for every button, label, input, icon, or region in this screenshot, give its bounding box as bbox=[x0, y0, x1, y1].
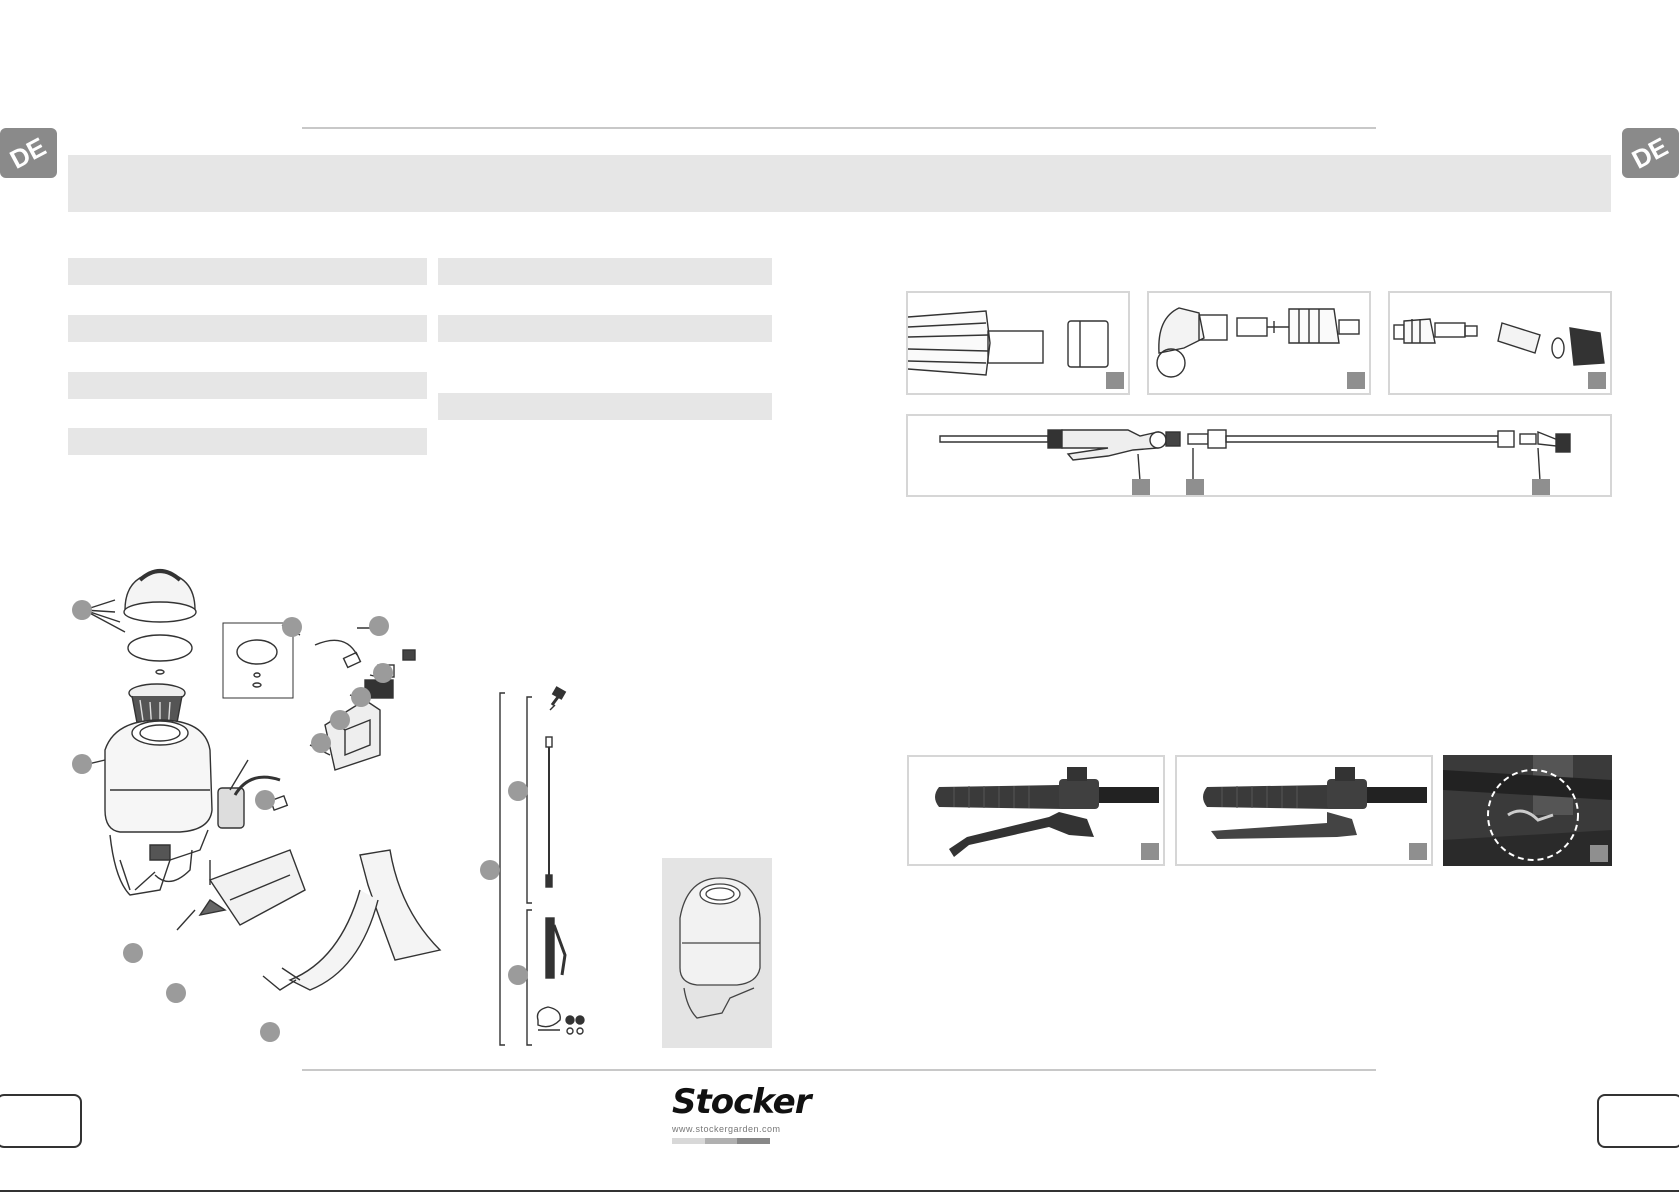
bracket-icon bbox=[200, 850, 305, 925]
section-bar-2 bbox=[68, 315, 427, 342]
overview-marker-2 bbox=[1186, 479, 1204, 496]
step-marker-2 bbox=[1347, 372, 1365, 389]
brand-color-strip bbox=[672, 1138, 770, 1144]
handle-photo-2 bbox=[1175, 755, 1433, 866]
top-rule bbox=[302, 127, 1376, 129]
bottom-rule bbox=[302, 1069, 1376, 1071]
tank-inset-panel bbox=[662, 858, 772, 1048]
language-tab-right[interactable] bbox=[1622, 128, 1679, 178]
section-bar-5 bbox=[438, 258, 772, 285]
page-number-box-left bbox=[0, 1094, 82, 1148]
handle-marker-3 bbox=[1590, 845, 1608, 862]
section-bar-6 bbox=[438, 315, 772, 342]
section-bar-7 bbox=[438, 393, 772, 420]
page-number-box-right bbox=[1597, 1094, 1679, 1148]
step-marker-1 bbox=[1106, 372, 1124, 389]
footer-brand bbox=[672, 1082, 811, 1144]
overview-marker-1 bbox=[1132, 479, 1150, 496]
strap-icon bbox=[282, 850, 440, 990]
step-image-2 bbox=[1147, 291, 1371, 395]
handle-photo-3 bbox=[1443, 755, 1612, 866]
section-bar-4 bbox=[68, 428, 427, 455]
step-marker-3 bbox=[1588, 372, 1606, 389]
handle-marker-1 bbox=[1141, 843, 1159, 860]
section-bar-3 bbox=[68, 372, 427, 399]
language-tab-left-label: DE bbox=[5, 130, 52, 175]
tank-icon bbox=[662, 858, 772, 1048]
tank-icon bbox=[105, 720, 212, 895]
step-image-1 bbox=[906, 291, 1130, 395]
lance-assembly-diagram bbox=[480, 685, 600, 1050]
handle-photo-1 bbox=[907, 755, 1165, 866]
seal-ring-icon bbox=[128, 635, 192, 661]
pump-icon bbox=[218, 777, 287, 828]
section-bar-1 bbox=[68, 258, 427, 285]
lance-overview-image bbox=[906, 414, 1612, 497]
cap-icon bbox=[124, 571, 196, 622]
step-image-3 bbox=[1388, 291, 1612, 395]
lance-icon bbox=[546, 687, 565, 978]
handle-marker-2 bbox=[1409, 843, 1427, 860]
header-band bbox=[68, 155, 1611, 212]
language-tab-left[interactable] bbox=[0, 128, 57, 178]
overview-marker-3 bbox=[1532, 479, 1550, 496]
stocker-logo: Stocker bbox=[672, 1082, 811, 1122]
brand-url[interactable]: www.stockergarden.com bbox=[672, 1124, 781, 1134]
exploded-parts-diagram bbox=[60, 560, 480, 1050]
language-tab-right-label: DE bbox=[1627, 130, 1674, 175]
